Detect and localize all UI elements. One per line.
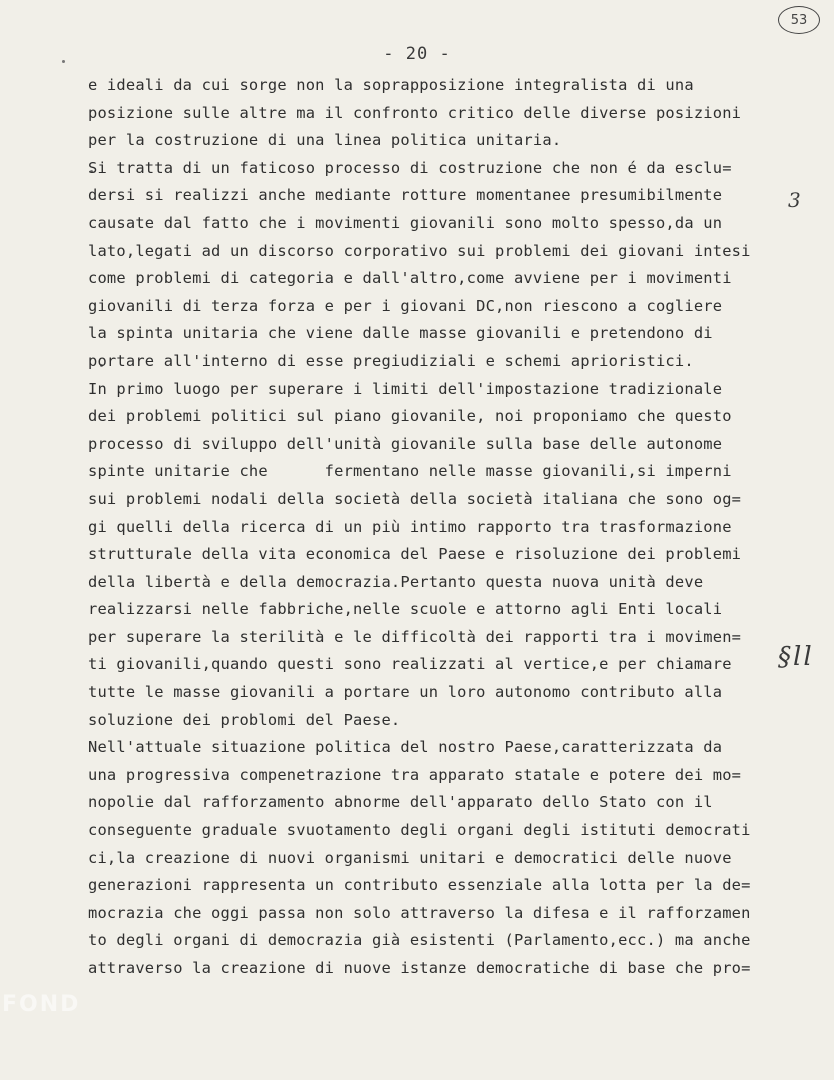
- text-line: Nell'attuale situazione politica del nostro Paese,caratterizzata da: [88, 738, 723, 757]
- text-line: dersi si realizzi anche mediante rotture momentanee presumibilmente: [88, 186, 723, 205]
- text-line: soluzione dei problomi del Paese.: [88, 710, 401, 729]
- text-line: to degli organi di democrazia già esistenti (Parlamento,ecc.) ma anche: [88, 931, 751, 950]
- text-line: spinte unitarie che fermentano nelle masse giovanili,si imperni: [88, 462, 732, 481]
- text-line: In primo luogo per superare i limiti dell'impostazione tradizionale: [88, 379, 723, 398]
- text-line: processo di sviluppo dell'unità giovanile sulla base delle autonome: [88, 434, 723, 453]
- text-line: gi quelli della ricerca di un più intimo rapporto tra trasformazione: [88, 517, 732, 536]
- text-line: giovanili di terza forza e per i giovani DC,non riescono a cogliere: [88, 296, 723, 315]
- text-line: attraverso la creazione di nuove istanze democratiche di base che pro=: [88, 959, 751, 977]
- text-line: lato,legati ad un discorso corporativo sui problemi dei giovani intesi: [88, 241, 751, 260]
- text-line: ci,la creazione di nuovi organismi unitari e democratici delle nuove: [88, 848, 732, 867]
- text-line: conseguente graduale svuotamento degli organi degli istituti democrati: [88, 821, 751, 840]
- margin-mark-handwritten: §ll: [778, 642, 814, 672]
- text-line: nopolie dal rafforzamento abnorme dell'apparato dello Stato con il: [88, 793, 713, 812]
- text-line: mocrazia che oggi passa non solo attraverso la difesa e il rafforzamen: [88, 903, 751, 922]
- text-line: strutturale della vita economica del Paese e risoluzione dei problemi: [88, 545, 742, 564]
- text-line: generazioni rappresenta un contributo essenziale alla lotta per la de=: [88, 876, 751, 895]
- text-line: ti giovanili,quando questi sono realizzati al vertice,e per chiamare: [88, 655, 732, 674]
- text-line: una progressiva compenetrazione tra apparato statale e potere dei mo=: [88, 765, 742, 784]
- text-line: causate dal fatto che i movimenti giovanili sono molto spesso,da un: [88, 213, 723, 232]
- text-line: portare all'interno di esse pregiudiziali e schemi aprioristici.: [88, 351, 694, 370]
- text-line: dei problemi politici sul piano giovanile, noi proponiamo che questo: [88, 407, 732, 426]
- text-line: realizzarsi nelle fabbriche,nelle scuole e attorno agli Enti locali: [88, 600, 723, 619]
- text-line: e ideali da cui sorge non la soprapposizione integralista di una: [88, 76, 694, 94]
- text-line: sui problemi nodali della società della società italiana che sono og=: [88, 489, 742, 508]
- text-line: per la costruzione di una linea politica unitaria.: [88, 131, 562, 150]
- archive-number: 53: [790, 12, 808, 28]
- text-line: tutte le masse giovanili a portare un loro autonomo contributo alla: [88, 683, 723, 702]
- archive-page-stamp: [778, 6, 820, 34]
- text-line: posizione sulle altre ma il confronto critico delle diverse posizioni: [88, 103, 742, 122]
- text-line: come problemi di categoria e dall'altro,come avviene per i movimenti: [88, 269, 732, 288]
- text-line: della libertà e della democrazia.Pertanto questa nuova unità deve: [88, 572, 704, 591]
- typewritten-body: [88, 72, 788, 983]
- archive-watermark: FOND: [2, 992, 81, 1017]
- margin-mark-handwritten: 3: [788, 188, 801, 212]
- text-line: la spinta unitaria che viene dalle masse giovanili e pretendono di: [88, 324, 713, 343]
- page-number: - 20 -: [383, 44, 451, 64]
- text-line: Si tratta di un faticoso processo di costruzione che non é da esclu=: [88, 158, 732, 177]
- text-line: per superare la sterilità e le difficoltà dei rapporti tra i movimen=: [88, 627, 742, 646]
